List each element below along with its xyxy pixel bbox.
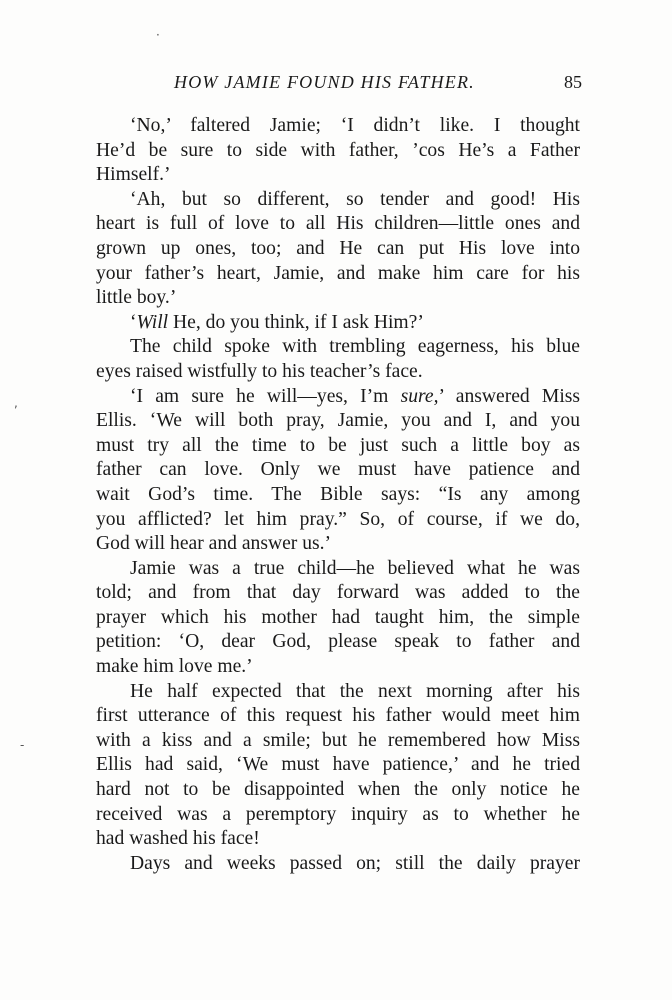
- text-line: Days and weeks passed on; still the daily prayer: [130, 852, 580, 874]
- text-line: eyes raised wistfully to his teacher’s face.: [96, 360, 423, 382]
- text-span: ’ answered Miss: [438, 385, 581, 407]
- text-line: The child spoke with trembling eagerness, his blue: [130, 336, 580, 358]
- text-line: grown up ones, too; and He can put His love into: [96, 237, 580, 259]
- text-line: [96, 385, 580, 410]
- text-line: had washed his face!: [96, 828, 260, 850]
- text-line: little boy.’: [96, 287, 177, 309]
- text-line: father can love. Only we must have patience and: [96, 459, 580, 481]
- text-line: Jamie was a true child—he believed what he was: [130, 557, 580, 579]
- text-line: you afflicted? let him pray.” So, of course, if we do,: [96, 508, 580, 530]
- text-line: with a kiss and a smile; but he remembered how Miss: [96, 729, 580, 751]
- page-number: 85: [564, 72, 582, 92]
- text-line: ‘Will He, do you think, if I ask Him?’: [130, 311, 424, 333]
- text-line: God will hear and answer us.’: [96, 533, 332, 555]
- italic-word: Will: [136, 311, 169, 333]
- page-header: [96, 72, 582, 100]
- text-line: petition: ‘O, dear God, please speak to father and: [96, 631, 580, 653]
- text-line: told; and from that day forward was added to the: [96, 582, 580, 604]
- text-line: prayer which his mother had taught him, the simple: [96, 606, 580, 628]
- text-line: your father’s heart, Jamie, and make him care for his: [96, 262, 580, 284]
- text-span: He, do you think, if I ask Him?’: [173, 311, 424, 333]
- text-line: ‘No,’ faltered Jamie; ‘I didn’t like. I thought: [130, 115, 580, 136]
- text-line: Ellis had said, ‘We must have patience,’ and he tried: [96, 754, 580, 776]
- text-line: He half expected that the next morning after his: [130, 680, 580, 702]
- text-line: must try all the time to be just such a little boy as: [96, 434, 580, 456]
- text-line: received was a peremptory inquiry as to whether he: [96, 803, 580, 825]
- text-span: ‘I am sure he will—yes, I’m: [130, 385, 389, 407]
- text-line: Himself.’: [96, 164, 171, 186]
- print-speck: ·: [156, 28, 160, 42]
- text-line: heart is full of love to all His children—little ones and: [96, 213, 580, 235]
- print-speck: ,: [14, 396, 18, 410]
- text-line: ‘Ah, but so different, so tender and good! His: [130, 188, 580, 210]
- print-speck: -: [20, 738, 25, 752]
- text-line: Ellis. ‘We will both pray, Jamie, you and I, and you: [96, 410, 580, 432]
- text-line: wait God’s time. The Bible says: “Is any among: [96, 483, 580, 505]
- text-line: hard not to be disappointed when the only notice he: [96, 779, 580, 801]
- body-text: [96, 114, 580, 876]
- text-line: He’d be sure to side with father, ’cos He’s a Father: [96, 139, 580, 161]
- running-head: HOW JAMIE FOUND HIS FATHER.: [174, 72, 475, 92]
- italic-word: sure,: [400, 385, 439, 407]
- text-line: make him love me.’: [96, 656, 253, 678]
- text-line: first utterance of this request his father would meet him: [96, 705, 580, 727]
